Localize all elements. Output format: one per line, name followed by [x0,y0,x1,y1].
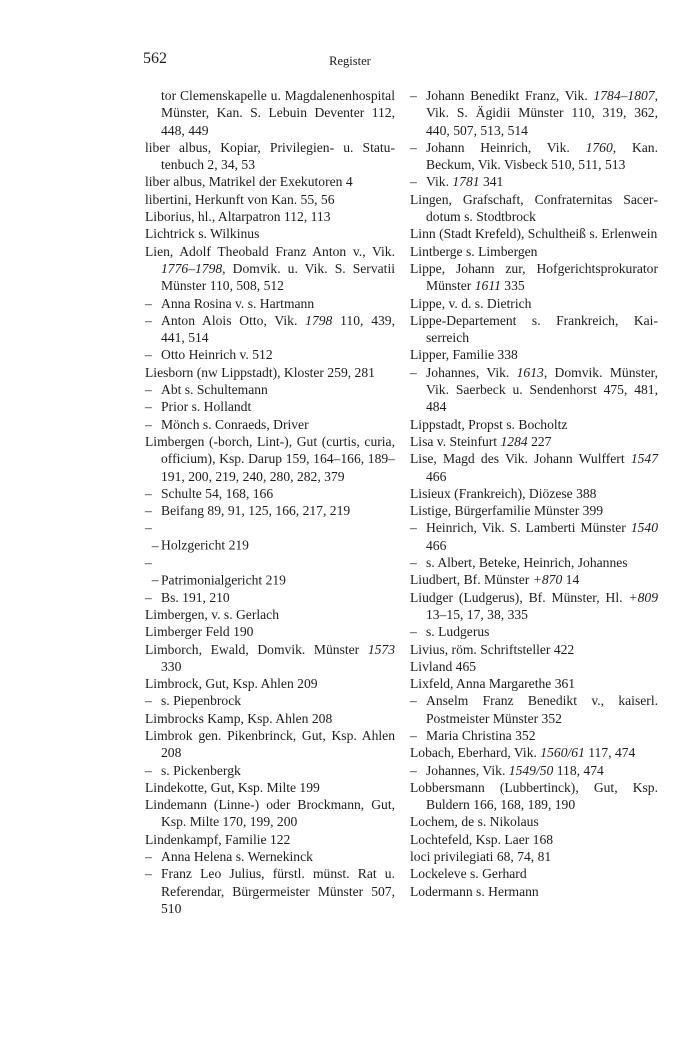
index-entry: liber albus, Matrikel der Exekutoren 4 [145,174,353,190]
index-entry: Lippstadt, Propst s. Bocholtz [410,416,568,432]
subentry-dash: – [145,849,152,865]
index-entry: Lipper, Familie 338 [410,347,518,363]
index-entry: libertini, Herkunft von Kan. 55, 56 [145,191,335,207]
subentry-dash: – [145,347,152,363]
index-entry: – Schulte 54, 168, 166 [145,485,274,501]
index-entry: Lobbersmann (Lubbertinck), Gut, Ksp. Buldern 166, 168, 189, 190 [410,779,658,813]
index-entry: – Beifang 89, 91, 125, 166, 217, 219 [145,503,351,519]
index-entry: Lockeleve s. Gerhard [410,866,527,882]
index-entry: – Anselm Franz Benedikt v., kaiserl. Postmeister Münster 352 [410,693,658,726]
index-entry: Listige, Bürgerfamilie Münster 399 [410,503,604,519]
index-entry: Lindekotte, Gut, Ksp. Milte 199 [145,779,320,795]
index-entry: – – Holzgericht 219 [145,520,249,553]
subentry-dash: – [145,416,152,432]
index-entry: Liesborn (nw Lippstadt), Kloster 259, 281 [145,364,375,380]
index-entry: Lippe-Departement s. Frankreich, Kaiserreich [410,312,658,346]
index-entry: Liudger (Ludgerus), Bf. Münster, Hl. +809 13–15, 17, 38, 335 [410,589,658,622]
index-entry: Limberger Feld 190 [145,624,254,640]
subentry-dash: – [145,589,152,605]
index-entry: liber albus, Kopiar, Privilegien- u. Statutenbuch 2, 34, 53 [145,139,395,173]
index-entry: Livius, röm. Schriftsteller 422 [410,641,575,657]
subentry-dash: – [410,174,417,190]
index-entry: Lise, Magd des Vik. Johann Wulffert 1547 466 [410,451,658,484]
index-entry: – s. Piepenbrock [145,693,242,709]
index-entry: – Prior s. Hollandt [145,399,252,415]
index-entry: Lochtefeld, Ksp. Laer 168 [410,831,554,847]
subentry-dash: – [410,520,417,536]
subentry-dash: – [145,503,152,519]
page-number: 562 [143,50,167,67]
index-entry: – s. Ludgerus [410,624,490,640]
index-entry: – Anna Rosina v. s. Hartmann [145,295,315,311]
subentry-dash: – [410,624,417,640]
index-entry: Limbergen (-borch, Lint-), Gut (curtis, curia, officium), Ksp. Darup 159, 164–166, 189–191, 200, 219, 240, 280, 282, 379 [145,433,395,484]
index-entry: – Johannes, Vik. 1613, Domvik. Münster, Vik. Saerbeck u. Sendenhorst 475, 481, 484 [410,364,658,415]
index-entry: – s. Albert, Beteke, Heinrich, Johannes [410,555,628,571]
index-entry: Lien, Adolf Theobald Franz Anton v., Vik. 1776–1798, Domvik. u. Vik. S. Servatii Münster 110, 508, 512 [145,243,395,294]
index-entry: – Johann Heinrich, Vik. 1760, Kan. Beckum, Vik. Visbeck 510, 511, 513 [410,139,659,173]
index-column-right [410,87,658,900]
index-entry: Lochem, de s. Nikolaus [410,814,539,830]
running-head: Register [329,54,371,68]
subentry-dash: – [145,866,152,882]
index-entry: – Maria Christina 352 [410,727,536,743]
index-entry: Limbergen, v. s. Gerlach [145,606,280,622]
index-entry: Lippe, v. d. s. Dietrich [410,295,532,311]
index-entry: Limbrok gen. Pikenbrinck, Gut, Ksp. Ahlen 208 [145,727,395,761]
index-entry: – Johann Benedikt Franz, Vik. 1784–1807, Vik. S. Ägidii Münster 110, 319, 362, 440, 507, 513, 514 [410,88,658,138]
index-entry: Lisieux (Frankreich), Diözese 388 [410,485,597,501]
index-entry: Lintberge s. Limbergen [410,243,538,259]
index-entry: – s. Pickenbergk [145,762,241,778]
index-entry: Lisa v. Steinfurt 1284 227 [410,433,552,449]
index-entry: – Heinrich, Vik. S. Lamberti Münster 1540 466 [410,520,658,553]
subentry-dash: – [410,727,417,743]
index-entry: – Mönch s. Conraeds, Driver [145,416,309,432]
index-entry: loci privilegiati 68, 74, 81 [410,849,552,865]
subentry-dash: – [145,399,152,415]
subentry-dash: – [410,139,417,155]
subentry-dash: – [410,88,417,103]
index-entry: – Anna Helena s. Wernekinck [145,849,313,865]
subentry-dash: – – [145,555,159,588]
subentry-dash: – [145,312,152,328]
subentry-dash: – [145,295,152,311]
index-entry: – Anton Alois Otto, Vik. 1798 110, 439, 441, 514 [145,312,396,346]
index-entry: – Johannes, Vik. 1549/50 118, 474 [410,762,604,778]
index-entry: – Vik. 1781 341 [410,174,504,190]
index-entry: Livland 465 [410,658,477,674]
index-entry: Lippe, Johann zur, Hofgerichtsprokurator Münster 1611 335 [410,260,658,294]
subentry-dash: – – [145,520,159,553]
index-entry: – Franz Leo Julius, fürstl. münst. Rat u. Referendar, Bürgermeister Münster 507, 510 [145,866,395,916]
index-entry: Linn (Stadt Krefeld), Schultheiß s. Erlenwein [410,226,658,242]
index-entry: Lingen, Grafschaft, Confraternitas Sacerdotum s. Stodtbrock [410,191,658,225]
index-entry: – Otto Heinrich v. 512 [145,347,273,363]
subentry-dash: – [410,364,417,380]
subentry-dash: – [145,762,152,778]
index-entry: Limbrock, Gut, Ksp. Ahlen 209 [145,676,318,692]
index-entry: Lichtrick s. Wilkinus [145,226,260,242]
index-entry: Limborch, Ewald, Domvik. Münster 1573 330 [145,641,395,674]
index-entry: tor Clemenskapelle u. Magdalenenhospital Münster, Kan. S. Lebuin Deventer 112, 448, 449 [161,88,395,138]
index-column-left [145,87,395,917]
subentry-dash: – [410,693,417,709]
index-entry: Lindemann (Linne-) oder Brockmann, Gut, Ksp. Milte 170, 199, 200 [145,797,395,830]
subentry-dash: – [410,762,417,778]
subentry-dash: – [145,382,152,398]
index-entry: Liborius, hl., Altarpatron 112, 113 [145,209,331,225]
index-entry: Limbrocks Kamp, Ksp. Ahlen 208 [145,710,333,726]
subentry-dash: – [145,485,152,501]
index-entry: – Bs. 191, 210 [145,589,230,605]
index-entry: Lindenkampf, Familie 122 [145,831,291,847]
index-entry: Lixfeld, Anna Margarethe 361 [410,676,576,692]
subentry-dash: – [410,555,417,571]
index-entry: Lodermann s. Hermann [410,883,539,899]
index-entry: – Abt s. Schultemann [145,382,268,398]
index-entry: Liudbert, Bf. Münster +870 14 [410,572,580,588]
subentry-dash: – [145,693,152,709]
index-entry: Lobach, Eberhard, Vik. 1560/61 117, 474 [410,745,636,761]
index-entry: – – Patrimonialgericht 219 [145,555,286,588]
